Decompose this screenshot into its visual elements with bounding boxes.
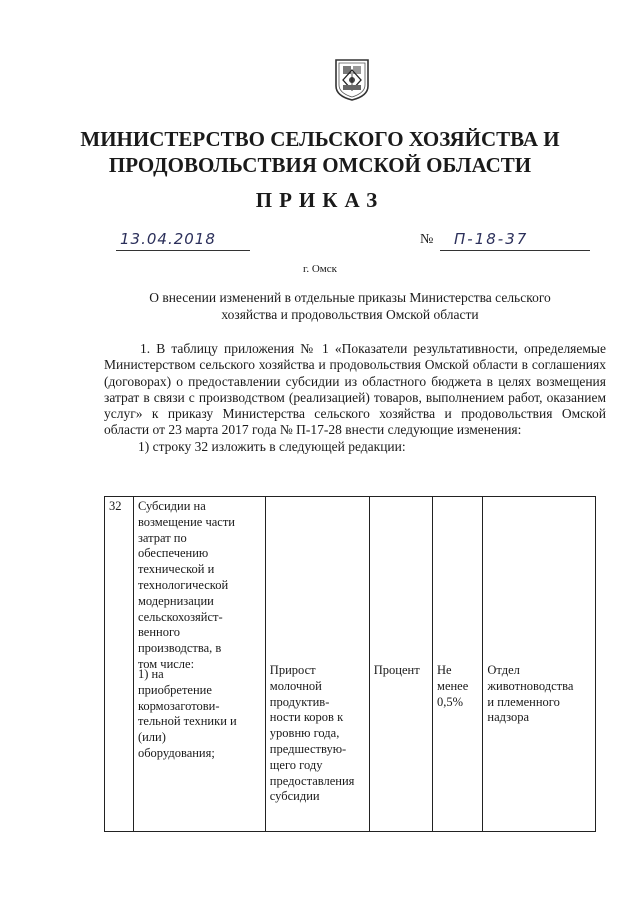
department-cell (483, 497, 596, 832)
row-32-table (104, 496, 596, 832)
body-item-1: 1) строку 32 изложить в следующей редакции: (138, 438, 406, 454)
city-label: г. Омск (303, 263, 337, 275)
unit-cell (369, 497, 432, 832)
indicator-cell (265, 497, 369, 832)
row-number: 32 (109, 499, 122, 513)
table-row (105, 497, 596, 832)
number-field (440, 232, 590, 251)
document-type-title: ПРИКАЗ (255, 188, 385, 212)
subsidy-general-name: Субсидии на возмещение части затрат по обеспечению технической и технологической модернизации сельскохозяйст- венного производства, в том числе: (137, 499, 235, 671)
handwritten-date: 13.04.2018 (120, 230, 216, 248)
date-field (116, 232, 250, 251)
subsidy-name-cell (133, 497, 265, 832)
ministry-name-line-1: МИНИСТЕРСТВО СЕЛЬСКОГО ХОЗЯЙСТВА И (80, 127, 560, 151)
ministry-name-line-2: ПРОДОВОЛЬСТВИЯ ОМСКОЙ ОБЛАСТИ (108, 153, 532, 177)
department-text: Отдел животноводства и племенного надзора (487, 663, 574, 725)
ministry-name (0, 126, 640, 178)
subsidy-sub-item: 1) на приобретение кормозаготови- тельной техники и (или) оборудования; (137, 667, 237, 760)
order-subject: О внесении изменений в отдельные приказы Министерства сельского хозяйства и продовольствия Омской области (149, 290, 551, 322)
row-number-cell (105, 497, 134, 832)
body-paragraph-1: 1. В таблицу приложения № 1 «Показатели результативности, определяемые Министерством сельского хозяйства и продовольствия Омской области в соглашениях (договорах) о предоставлении субсидии из областного бюджета в целях возмещения затрат в связи с производством (реализацией) товаров, выполнением работ, оказанием услуг» к приказу Министерства сельского хозяйства и продовольствия Омской области от 23 марта 2017 года № П-17-28 внести следующие изменения: (104, 341, 606, 438)
number-label: № (420, 232, 434, 247)
omsk-coat-of-arms-icon (334, 58, 370, 102)
value-text: Не менее 0,5% (437, 663, 469, 709)
order-body (104, 341, 606, 455)
value-cell (433, 497, 483, 832)
unit-text: Процент (373, 663, 420, 677)
indicator-text: Прирост молочной продуктив- ности коров к уровню года, предшествую- щего году предоставления субсидии (269, 663, 355, 804)
handwritten-number: П-18-37 (454, 230, 529, 248)
